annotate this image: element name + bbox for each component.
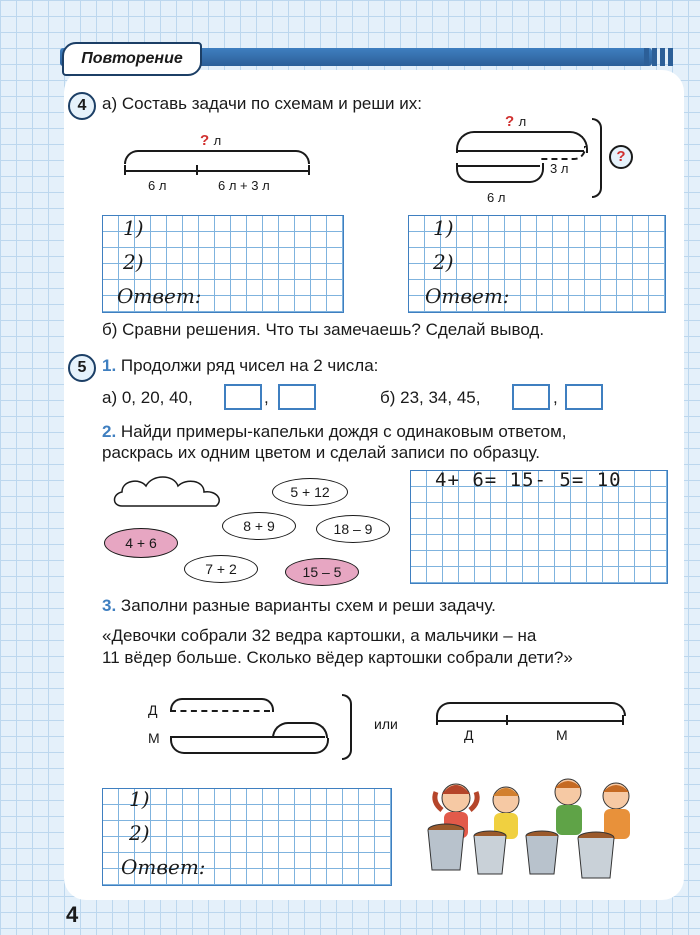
task-4a-text: а) Составь задачи по схемам и реши их: xyxy=(102,94,422,113)
section-title: Повторение xyxy=(62,42,202,76)
line xyxy=(170,710,270,712)
task-5-number: 5 xyxy=(68,354,96,382)
scheme-2-question: ? xyxy=(505,113,515,130)
or-text: или xyxy=(374,716,398,732)
drop-8-plus-9[interactable]: 8 + 9 xyxy=(222,512,296,540)
answer-line-2: 2) xyxy=(123,250,144,274)
drop-5-plus-12[interactable]: 5 + 12 xyxy=(272,478,348,506)
task-5-3-num: 3. xyxy=(102,596,117,615)
answer-label: Ответ: xyxy=(117,284,202,308)
arc xyxy=(272,722,328,738)
scheme-3-d-label: Д xyxy=(148,702,158,718)
answer-grid-1[interactable] xyxy=(102,215,344,313)
boy-1-figure xyxy=(555,779,582,835)
tick xyxy=(506,715,508,725)
scheme-1-segment xyxy=(124,170,310,172)
task-5-2-line2: раскрась их одним цветом и сделай записи по образцу. xyxy=(102,443,540,462)
scheme-2-unit: л xyxy=(518,114,527,129)
tick xyxy=(124,165,126,175)
scheme-2-diff-label: 3 л xyxy=(550,161,569,176)
drop-15-minus-5[interactable]: 15 – 5 xyxy=(285,558,359,586)
header-stripes xyxy=(644,48,674,66)
row-a-box-1[interactable] xyxy=(224,384,262,410)
arc xyxy=(436,702,626,716)
boy-2-figure xyxy=(603,783,630,839)
scheme-3-right-d: Д xyxy=(464,727,474,743)
scheme-1-arc xyxy=(124,150,310,164)
row-a-text: а) 0, 20, 40, xyxy=(102,388,193,407)
bucket-2 xyxy=(474,831,506,874)
scheme-1-unit: л xyxy=(213,133,222,148)
sample-record: 4+ 6= 15- 5= 10 xyxy=(435,469,622,491)
tick xyxy=(308,165,310,175)
row-a-box-2[interactable] xyxy=(278,384,316,410)
arc xyxy=(456,163,544,183)
task-4b-text: б) Сравни решения. Что ты замечаешь? Сделай вывод. xyxy=(102,320,545,339)
task-5-3-text: Заполни разные варианты схем и реши задачу. xyxy=(120,596,496,615)
sample-record-grid[interactable] xyxy=(410,470,668,584)
drop-7-plus-2[interactable]: 7 + 2 xyxy=(184,555,258,583)
task-5-2-num: 2. xyxy=(102,422,117,441)
comma: , xyxy=(553,388,558,407)
scheme-1-right-label: 6 л + 3 л xyxy=(218,178,270,193)
scheme-2-bottom-label: 6 л xyxy=(487,190,506,205)
scheme-1-question: ? xyxy=(200,132,210,149)
comma: , xyxy=(264,388,269,407)
scheme-3-right-m: М xyxy=(556,727,568,743)
answer-label: Ответ: xyxy=(425,284,510,308)
tick xyxy=(196,165,198,175)
answer-line-1: 1) xyxy=(123,216,144,240)
task-5-1-num: 1. xyxy=(102,356,117,375)
answer-label: Ответ: xyxy=(121,855,206,879)
scheme-3-brace xyxy=(342,694,352,760)
row-b-box-2[interactable] xyxy=(565,384,603,410)
drop-4-plus-6[interactable]: 4 + 6 xyxy=(104,528,178,558)
task-4-number: 4 xyxy=(68,92,96,120)
tick xyxy=(622,715,624,725)
page-number: 4 xyxy=(66,902,79,927)
tick xyxy=(436,715,438,725)
answer-line-1: 1) xyxy=(433,216,454,240)
children-with-buckets-illustration xyxy=(420,770,642,882)
answer-line-2: 2) xyxy=(129,821,150,845)
row-b-box-1[interactable] xyxy=(512,384,550,410)
scheme-1-left-label: 6 л xyxy=(148,178,167,193)
task-5-2-line1: Найди примеры-капельки дождя с одинаковым ответом, xyxy=(120,422,567,441)
scheme-2-brace-question: ? xyxy=(609,145,633,169)
problem-line-1: «Девочки собрали 32 ведра картошки, а мальчики – на xyxy=(102,626,537,645)
arc xyxy=(540,146,586,160)
task-5-1-text: Продолжи ряд чисел на 2 числа: xyxy=(120,356,379,375)
problem-line-2: 11 вёдер больше. Сколько вёдер картошки собрали дети?» xyxy=(102,648,573,667)
drop-18-minus-9[interactable]: 18 – 9 xyxy=(316,515,390,543)
answer-line-2: 2) xyxy=(433,250,454,274)
cloud-icon xyxy=(112,472,230,514)
arc xyxy=(170,738,329,754)
line xyxy=(436,720,624,722)
row-b-text: б) 23, 34, 45, xyxy=(380,388,481,407)
bucket-1 xyxy=(428,824,464,870)
scheme-3-m-label: М xyxy=(148,730,160,746)
scheme-2-brace xyxy=(592,118,602,198)
bucket-3 xyxy=(526,831,558,874)
answer-grid-3[interactable] xyxy=(102,788,392,886)
answer-grid-2[interactable] xyxy=(408,215,666,313)
answer-line-1: 1) xyxy=(129,787,150,811)
bucket-4 xyxy=(578,832,614,878)
